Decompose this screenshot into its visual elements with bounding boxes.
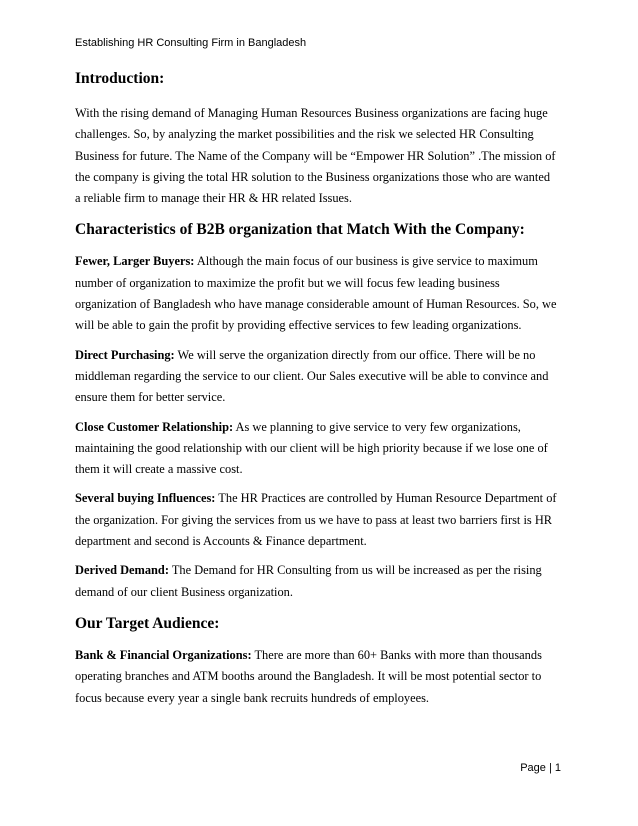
intro-line: challenges. So, by analyzing the market possibilities and the risk we selected HR Consulting bbox=[75, 127, 534, 142]
paragraph-line: the organization. For giving the services from us we have to pass at least two barriers first is HR bbox=[75, 512, 553, 527]
paragraph-line: middleman regarding the service to our client. Our Sales executive will be able to convince and bbox=[75, 368, 549, 383]
term-label: Close Customer Relationship: bbox=[75, 419, 234, 434]
introduction-paragraph bbox=[75, 103, 570, 209]
intro-line: the company is giving the total HR solution to the Business organizations those who are wanted bbox=[75, 169, 551, 184]
paragraph-line: organization of Bangladesh who have manage considerable amount of Human Resources. So, we bbox=[75, 297, 557, 312]
paragraph-line: number of organization to maximize the profit but we will focus few leading business bbox=[75, 275, 500, 290]
paragraph-line: The HR Practices are controlled by Human Resource Department of bbox=[215, 491, 557, 506]
paragraph-line: Although the main focus of our business is give service to maximum bbox=[194, 254, 538, 269]
paragraph-line: will be able to gain the profit by providing effective services to few leading organizations. bbox=[75, 318, 522, 333]
audience-bank-financial bbox=[75, 645, 570, 709]
characteristic-derived-demand bbox=[75, 560, 570, 603]
paragraph-line: focus because every year a single bank recruits hundreds of employees. bbox=[75, 690, 430, 705]
paragraph-line: them it will create a massive cost. bbox=[75, 462, 243, 477]
paragraph-line: ensure them for better service. bbox=[75, 390, 226, 405]
characteristic-fewer-larger-buyers bbox=[75, 251, 570, 336]
intro-line: Business for future. The Name of the Company will be “Empower HR Solution” .The mission of bbox=[75, 148, 556, 163]
page-content bbox=[75, 69, 570, 717]
paragraph-line: We will serve the organization directly from our office. There will be no bbox=[174, 347, 536, 362]
target-audience-heading: Our Target Audience: bbox=[75, 614, 220, 632]
characteristic-close-customer-relationship bbox=[75, 417, 570, 481]
characteristic-direct-purchasing bbox=[75, 345, 570, 409]
term-label: Direct Purchasing: bbox=[75, 347, 175, 362]
paragraph-line: There are more than 60+ Banks with more than thousands bbox=[251, 647, 542, 662]
running-header: Establishing HR Consulting Firm in Bangladesh bbox=[75, 37, 307, 49]
paragraph-line: operating branches and ATM booths around the Bangladesh. It will be most potential sector to bbox=[75, 669, 542, 684]
paragraph-line: department and second is Accounts & Finance department. bbox=[75, 534, 367, 549]
term-label: Several buying Influences: bbox=[75, 491, 216, 506]
characteristics-heading: Characteristics of B2B organization that Match With the Company: bbox=[75, 221, 525, 239]
paragraph-line: The Demand for HR Consulting from us will be increased as per the rising bbox=[168, 563, 542, 578]
characteristic-several-buying-influences bbox=[75, 488, 570, 552]
paragraph-line: As we planning to give service to very few organizations, bbox=[233, 419, 521, 434]
term-label: Derived Demand: bbox=[75, 563, 169, 578]
introduction-heading: Introduction: bbox=[75, 70, 165, 87]
paragraph-line: maintaining the good relationship with our client will be high priority because if we lose one of bbox=[75, 440, 548, 455]
term-label: Fewer, Larger Buyers: bbox=[75, 254, 195, 269]
paragraph-line: demand of our client Business organization. bbox=[75, 584, 293, 599]
term-label: Bank & Financial Organizations: bbox=[75, 647, 252, 662]
page-number: Page | 1 bbox=[520, 762, 561, 774]
intro-line: With the rising demand of Managing Human Resources Business organizations are facing huge bbox=[75, 106, 548, 120]
intro-line: a reliable firm to manage their HR & HR related Issues. bbox=[75, 191, 352, 206]
